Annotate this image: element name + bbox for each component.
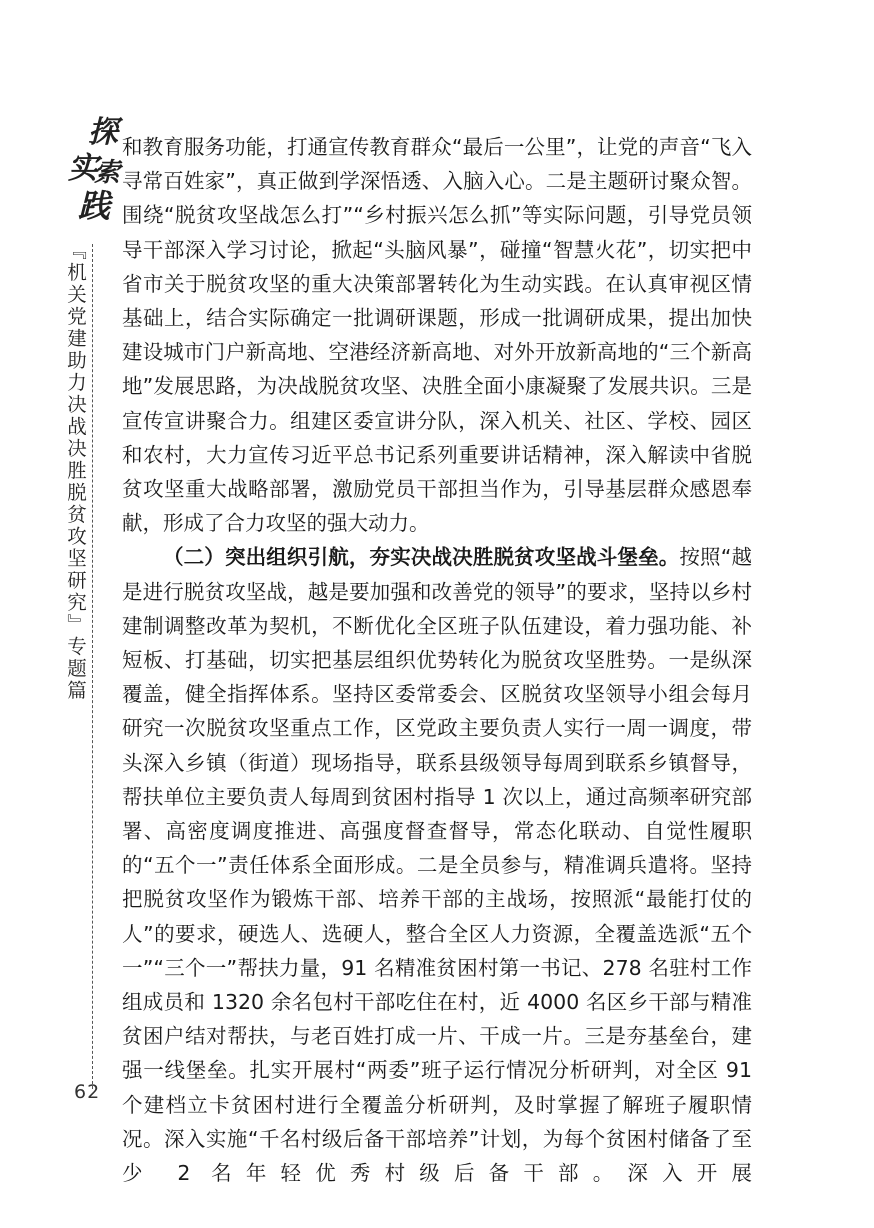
paragraph-1: 和教育服务功能，打通宣传教育群众“最后一公里”，让党的声音“飞入寻常百姓家”，真正做到学深悟透、入脑入心。二是主题研讨聚众智。围绕“脱贫攻坚战怎么打”“乡村振兴怎么抓”等实际问题，引导党员领导干部深入学习讨论，掀起“头脑风暴”，碰撞“智慧火花”，切实把中省市关于脱贫攻坚的重大决策部署转化为生动实践。在认真审视区情基础上，结合实际确定一批调研课题，形成一批调研成果，提出加快建设城市门户新高地、空港经济新高地、对外开放新高地的“三个新高地”发展思路，为决战脱贫攻坚、决胜全面小康凝聚了发展共识。三是宣传宣讲聚合力。组建区委宣讲分队，深入机关、社区、学校、园区和农村，大力宣传习近平总书记系列重要讲话精神，深入解读中省脱贫攻坚重大战略部署，激励党员干部担当作为，引导基层群众感恩奉献，形成了合力攻坚的强大动力。 bbox=[122, 135, 752, 536]
paragraph-2-text: 按照“越是进行脱贫攻坚战，越是要加强和改善党的领导”的要求，坚持以乡村建制调整改革为契机，不断优化全区班子队伍建设，着力强功能、补短板、打基础，切实把基层组织优势转化为脱贫攻坚胜势。一是纵深覆盖，健全指挥体系。坚持区委常委会、区脱贫攻坚领导小组会每月研究一次脱贫攻坚重点工作，区党政主要负责人实行一周一调度，带头深入乡镇（街道）现场指导，联系县级领导每周到联系乡镇督导，帮扶单位主要负责人每周到贫困村指导 1 次以上，通过高频率研究部署、高密度调度推进、高强度督查督导，常态化联动、自觉性履职的“五个一”责任体系全面形成。二是全员参与，精准调兵遣将。坚持把脱贫攻坚作为锻炼干部、培养干部的主战场，按照派“最能打仗的人”的要求，硬选人、选硬人，整合全区人力资源，全覆盖选派“五个一”“三个一”帮扶力量，91 名精准贫困村第一书记、278 名驻村工作组成员和 1320 余名包村干部吃住在村，近 4000 名区乡干部与精准贫困户结对帮扶，与老百姓打成一片、干成一片。三是夯基垒台，建强一线堡垒。扎实开展村“两委”班子运行情况分析研判，对全区 91 个建档立卡贫困村进行全覆盖分析研判，及时掌握了解班子履职情况。深入实施“千名村级后备干部培养”计划，为每个贫困村储备了至少 2 名年轻优秀村级后备干部。深入开展 bbox=[122, 545, 752, 1186]
section-subheading: （二）突出组织引航，夯实决战决胜脱贫攻坚战斗堡垒。 bbox=[163, 545, 680, 570]
body-text bbox=[122, 130, 752, 1190]
margin-divider bbox=[92, 244, 93, 1089]
logo-char-jian: 践 bbox=[78, 187, 111, 225]
paragraph-2 bbox=[122, 540, 752, 1190]
logo-char-shi: 实 bbox=[68, 151, 98, 186]
page-number: 62 bbox=[74, 1081, 101, 1103]
logo-char-tan: 探 bbox=[88, 115, 118, 150]
logo-char-suo: 索 bbox=[94, 158, 121, 188]
series-logo bbox=[68, 115, 122, 228]
series-title: 『机关党建助力决战决胜脱贫攻坚研究』专题篇 bbox=[64, 240, 87, 702]
